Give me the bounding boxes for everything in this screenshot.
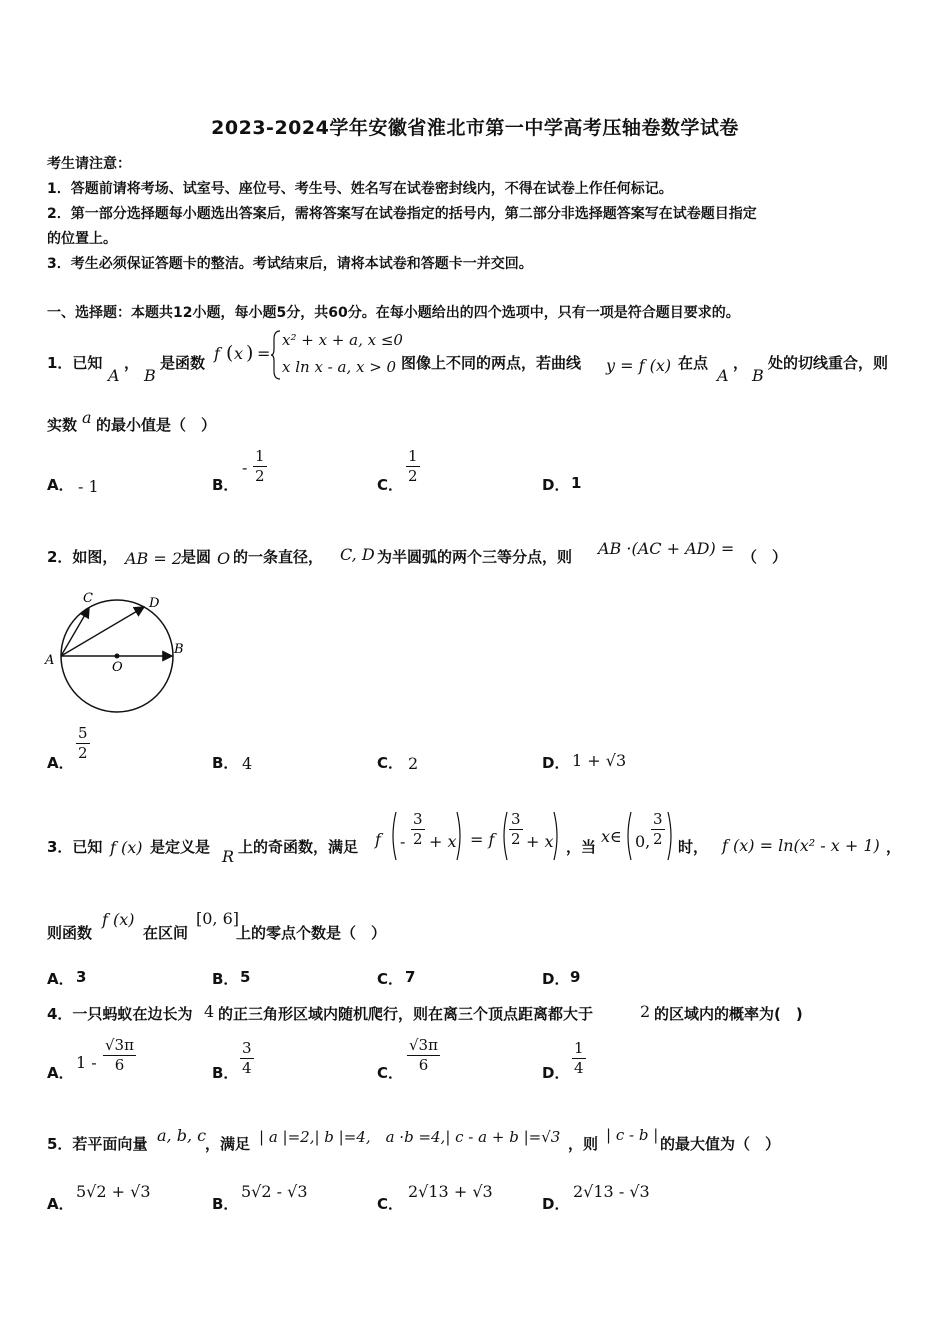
q3-eq-f: = f — [470, 830, 495, 849]
q3-text-4: ，当 — [566, 838, 597, 856]
q1-point-b: B — [144, 366, 156, 385]
q3-line2-a: 则函数 — [47, 924, 93, 942]
q2-text-1: 2．如图， — [47, 548, 118, 566]
q2-center-dot — [115, 654, 120, 659]
q2-option-a — [76, 725, 90, 763]
q2-o: O — [217, 549, 231, 568]
q1-case-1: x² + x + a, x ≤0 — [282, 331, 403, 349]
q4-option-d-label: D． — [542, 1064, 570, 1082]
q3-interval: [0, 6] — [196, 909, 240, 928]
q2-text-3: 的一条直径， — [233, 548, 324, 566]
q1-text-3: 图像上不同的两点，若曲线 — [401, 354, 582, 372]
q1-brace-icon — [270, 329, 282, 381]
q3-option-b-label: B． — [212, 970, 239, 988]
q2-option-d: 1 + √3 — [572, 751, 627, 770]
q4-option-a — [103, 1037, 136, 1075]
q1-option-b — [253, 448, 267, 486]
q4-option-a-den: 6 — [114, 1056, 125, 1075]
q5-text-2: ，满足 — [205, 1135, 251, 1153]
q3-frac-1 — [411, 811, 425, 849]
q1-text-5: 处的切线重合，则 — [768, 354, 889, 372]
q2-text-4: 为半圆弧的两个三等分点，则 — [377, 548, 573, 566]
q2-label-c: C — [83, 591, 93, 606]
q2-option-c-label: C． — [377, 754, 404, 772]
q4-option-c-label: C． — [377, 1064, 404, 1082]
q5-option-d-label: D． — [542, 1195, 570, 1213]
q3-line2-c: 上的零点个数是（ ） — [236, 924, 387, 942]
q4-text-2: 的正三角形区域内随机爬行，则在离三个顶点距离都大于 — [218, 1005, 594, 1023]
q1-option-b-label: B． — [212, 476, 239, 494]
q1-option-c-label: C． — [377, 476, 404, 494]
q3-option-a-label: A． — [47, 970, 74, 988]
q1-line2-b: 的最小值是（ ） — [96, 416, 217, 434]
notice-item-2-cont: 的位置上。 — [47, 231, 117, 247]
q1-option-c — [406, 448, 420, 486]
q3-rparen-3-icon — [666, 810, 676, 862]
q3-x-in: x∈ — [601, 827, 622, 846]
q2-text-5: （ ） — [742, 548, 788, 566]
q3-frac-1-num: 3 — [411, 811, 425, 830]
q4-side: 4 — [204, 1002, 215, 1021]
q2-cd: C, D — [340, 545, 375, 564]
q3-zero: 0, — [635, 832, 651, 851]
q3-option-b: 5 — [240, 968, 251, 986]
q5-option-c: 2√13 + √3 — [408, 1182, 493, 1201]
q5-option-b: 5√2 - √3 — [241, 1182, 308, 1201]
q3-frac-3-den: 2 — [653, 830, 663, 849]
q1-comma-1: ， — [124, 354, 140, 372]
q1-option-a: - 1 — [78, 477, 99, 496]
q1-text-2: 是函数 — [160, 354, 206, 372]
q1-point-a: A — [108, 366, 120, 385]
q1-option-b-sign: - — [242, 458, 248, 477]
q4-text-3: 的区域内的概率为( ) — [654, 1005, 803, 1023]
q4-option-a-pre: 1 - — [76, 1053, 97, 1072]
q5-text-1: 5．若平面向量 — [47, 1135, 148, 1153]
q1-point-a2: A — [717, 366, 729, 385]
q1-text-4: 在点 — [678, 354, 709, 372]
q3-option-d-label: D． — [542, 970, 570, 988]
notice-item-1: 1．答题前请将考场、试室号、座位号、考生号、姓名写在试卷密封线内，不得在试卷上作任何标记。 — [47, 181, 673, 197]
q1-case-2: x ln x - a, x > 0 — [282, 358, 397, 376]
q2-label-b: B — [174, 642, 184, 657]
q3-frac-1-den: 2 — [413, 830, 423, 849]
q4-option-b — [240, 1040, 254, 1078]
q3-text-2: 是定义是 — [150, 838, 211, 856]
section-heading: 一、选择题：本题共12小题，每小题5分，共60分。在每小题给出的四个选项中，只有一项是符合题目要求的。 — [47, 305, 740, 321]
q4-dist: 2 — [640, 1002, 651, 1021]
q3-frac-2 — [509, 811, 523, 849]
q5-option-d: 2√13 - √3 — [573, 1182, 650, 1201]
q2-option-a-num: 5 — [76, 725, 90, 744]
q5-option-c-label: C． — [377, 1195, 404, 1213]
q1-option-c-den: 2 — [408, 467, 418, 486]
q2-expr: AB ·(AC + AD) = — [598, 539, 735, 558]
q3-definition: f (x) = ln(x² - x + 1) — [722, 836, 880, 855]
q3-option-c-label: C． — [377, 970, 404, 988]
q4-option-a-label: A． — [47, 1064, 74, 1082]
q3-lparen-2-icon — [499, 810, 509, 862]
q2-text-2: 是圆 — [181, 548, 212, 566]
q2-option-a-label: A． — [47, 754, 74, 772]
q1-f: f — [214, 344, 220, 363]
q1-option-d-label: D． — [542, 476, 570, 494]
q4-option-d-num: 1 — [572, 1040, 586, 1059]
q2-vector-ac — [61, 608, 89, 656]
q3-lparen-1-icon — [388, 810, 398, 862]
page-title: 2023-2024学年安徽省淮北市第一中学高考压轴卷数学试卷 — [211, 117, 739, 139]
q3-r: R — [222, 847, 235, 866]
q3-text-1: 3．已知 — [47, 838, 103, 856]
q4-option-a-num: √3π — [103, 1037, 136, 1056]
q4-option-d — [572, 1040, 586, 1078]
q3-line2-b: 在区间 — [143, 924, 189, 942]
notice-item-2: 2．第一部分选择题每小题选出答案后，需将答案写在试卷指定的括号内，第二部分非选择题答案写在试卷题目指定 — [47, 206, 757, 222]
q3-fx-2: f (x) — [102, 910, 135, 929]
q4-option-b-num: 3 — [240, 1040, 254, 1059]
q4-text-1: 4．一只蚂蚁在边长为 — [47, 1005, 193, 1023]
q3-plus-x-1: + x — [429, 832, 457, 851]
q1-option-b-num: 1 — [253, 448, 267, 467]
q1-point-b2: B — [752, 366, 764, 385]
q3-lparen-3-icon — [623, 810, 633, 862]
q5-condition: | a |=2,| b |=4, a ·b =4,| c - a + b |=√3 — [259, 1128, 561, 1146]
q3-frac-3-num: 3 — [651, 811, 665, 830]
q2-label-a: A — [45, 653, 55, 668]
q3-text-3: 上的奇函数，满足 — [238, 838, 359, 856]
q3-rparen-1-icon — [455, 810, 465, 862]
q4-option-b-label: B． — [212, 1064, 239, 1082]
q4-option-b-den: 4 — [242, 1059, 252, 1078]
q2-label-o: O — [112, 660, 123, 675]
q4-option-d-den: 4 — [574, 1059, 584, 1078]
q3-frac-3 — [651, 811, 665, 849]
q2-option-c: 2 — [408, 754, 419, 773]
q1-var-a: a — [82, 408, 92, 427]
q1-option-c-num: 1 — [406, 448, 420, 467]
q5-text-4: 的最大值为（ ） — [660, 1135, 781, 1153]
q2-circle-figure — [40, 585, 200, 745]
q2-vector-ad — [61, 607, 144, 656]
notice-item-3: 3．考生必须保证答题卡的整洁。考试结束后，请将本试卷和答题卡一并交回。 — [47, 256, 533, 272]
q3-rparen-2-icon — [552, 810, 562, 862]
q3-text-5: 时， — [678, 838, 709, 856]
q1-rparen: ) — [246, 342, 254, 364]
q3-plus-x-2: + x — [526, 832, 554, 851]
notice-heading: 考生请注意： — [47, 156, 131, 172]
q5-option-b-label: B． — [212, 1195, 239, 1213]
q3-option-a: 3 — [76, 968, 87, 986]
q1-equals: = — [257, 344, 271, 363]
q3-frac-2-den: 2 — [511, 830, 521, 849]
q2-option-b-label: B． — [212, 754, 239, 772]
q5-option-a: 5√2 + √3 — [76, 1182, 151, 1201]
q1-option-a-label: A． — [47, 476, 74, 494]
q3-fx: f (x) — [110, 838, 143, 857]
q1-text-1: 1．已知 — [47, 354, 103, 372]
q1-curve: y = f (x) — [606, 356, 672, 375]
q3-option-d: 9 — [570, 968, 581, 986]
q1-line2-a: 实数 — [47, 416, 78, 434]
q1-option-d: 1 — [571, 474, 582, 492]
q2-option-b: 4 — [242, 754, 253, 773]
q4-option-c-num: √3π — [407, 1037, 440, 1056]
q1-comma-2: ， — [733, 354, 749, 372]
q2-option-d-label: D． — [542, 754, 570, 772]
q3-option-c: 7 — [405, 968, 416, 986]
q3-text-6: ， — [886, 838, 902, 856]
q3-f1: f — [375, 830, 381, 849]
q1-lparen: ( — [226, 342, 234, 364]
q2-option-a-den: 2 — [78, 744, 88, 763]
q5-expr: | c - b | — [606, 1126, 659, 1144]
q3-neg: - — [400, 832, 406, 851]
q4-option-c-den: 6 — [418, 1056, 429, 1075]
q5-text-3: ，则 — [568, 1135, 599, 1153]
q5-option-a-label: A． — [47, 1195, 74, 1213]
q4-option-c — [407, 1037, 440, 1075]
q3-frac-2-num: 3 — [509, 811, 523, 830]
q1-x: x — [234, 344, 244, 363]
q2-ab: AB = 2 — [125, 549, 183, 568]
q1-option-b-den: 2 — [255, 467, 265, 486]
q2-label-d: D — [149, 596, 160, 611]
q5-vectors: a, b, c — [157, 1126, 207, 1145]
